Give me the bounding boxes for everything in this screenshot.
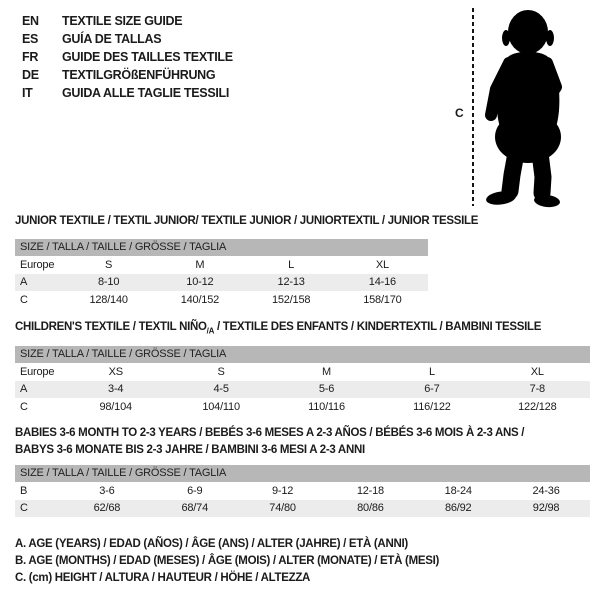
height-cell: 158/170 — [363, 293, 402, 306]
size-header-bar: SIZE / TALLA / TAILLE / GRÖSSE / TAGLIA — [15, 239, 428, 256]
children-size-table — [15, 346, 590, 416]
size-header-bar: SIZE / TALLA / TAILLE / GRÖSSE / TAGLIA — [15, 465, 590, 482]
height-cell: 116/122 — [413, 400, 451, 413]
table-row-europe — [15, 363, 590, 381]
row-label: A — [20, 276, 28, 289]
junior-table-title: JUNIOR TEXTILE / TEXTIL JUNIOR/ TEXTILE JUNIOR / JUNIORTEXTIL / JUNIOR TESSILE — [15, 215, 479, 227]
height-cell: 122/128 — [518, 400, 557, 413]
row-label: B — [20, 484, 28, 497]
babies-title-line2: BABYS 3-6 MONATE BIS 2-3 JAHRE / BAMBINI 3-6 MESI A 2-3 ANNI — [15, 443, 365, 456]
size-header-bar: SIZE / TALLA / TAILLE / GRÖSSE / TAGLIA — [15, 346, 590, 363]
note-age-months: B. AGE (MONTHS) / EDAD (MESES) / ÂGE (MOIS) / ALTER (MONATE) / ETÀ (MESI) — [15, 555, 440, 568]
size-cell: L — [428, 365, 435, 378]
language-row-fr — [22, 48, 233, 66]
age-cell: 5-6 — [318, 383, 335, 396]
row-label: C — [20, 293, 28, 306]
age-cell: 8-10 — [98, 276, 120, 289]
height-cell: 104/110 — [202, 400, 240, 413]
height-cell: 140/152 — [180, 293, 220, 306]
children-title-prefix: CHILDREN'S TEXTILE / TEXTIL NIÑO — [15, 321, 207, 333]
children-title-subscript: /A — [206, 326, 215, 336]
age-cell: 7-8 — [529, 383, 545, 396]
height-cell: 98/104 — [99, 400, 132, 413]
height-dashed-line — [472, 8, 474, 206]
height-cell: 92/98 — [532, 502, 560, 515]
children-title-suffix: / TEXTILE DES ENFANTS / KINDERTEXTIL / BAMBINI TESSILE — [214, 321, 542, 333]
height-cell: 110/116 — [308, 400, 345, 413]
row-label: Europe — [20, 365, 55, 378]
age-cell: 4-5 — [213, 383, 229, 396]
language-title-list — [22, 12, 233, 102]
age-cell: 12-13 — [277, 276, 305, 289]
language-title: TEXTILE SIZE GUIDE — [62, 14, 183, 28]
language-row-de — [22, 66, 233, 84]
note-age-years: A. AGE (YEARS) / EDAD (AÑOS) / ÂGE (ANS) / ALTER (JAHRE) / ETÀ (ANNI) — [15, 538, 408, 550]
age-cell: 6-9 — [187, 484, 203, 497]
row-label: A — [20, 383, 28, 396]
babies-size-table — [15, 465, 590, 517]
age-cell: 3-4 — [108, 383, 124, 396]
table-row-age — [15, 274, 428, 292]
language-row-it — [22, 84, 233, 102]
children-table-title — [15, 321, 541, 335]
size-cell: S — [217, 365, 225, 378]
table-row-age-months — [15, 482, 590, 500]
size-cell: XL — [375, 258, 389, 271]
language-code: EN — [22, 14, 39, 28]
age-cell: 6-7 — [424, 383, 440, 396]
language-code: ES — [22, 32, 39, 46]
row-label: C — [20, 502, 28, 515]
babies-table-title — [15, 425, 590, 458]
junior-size-table — [15, 239, 428, 309]
height-cell: 152/158 — [271, 293, 311, 306]
size-cell: M — [195, 258, 205, 271]
height-cell: 68/74 — [181, 502, 208, 515]
height-cell: 86/92 — [444, 502, 472, 515]
age-cell: 3-6 — [99, 484, 115, 497]
language-code: IT — [22, 86, 33, 100]
height-cell: 128/140 — [89, 293, 128, 306]
table-row-height — [15, 398, 590, 416]
legend-notes — [15, 536, 439, 588]
age-cell: 9-12 — [271, 484, 294, 497]
language-title: GUÍA DE TALLAS — [62, 32, 162, 46]
table-row-height — [15, 291, 428, 309]
language-row-es — [22, 30, 233, 48]
row-label: C — [20, 400, 28, 413]
age-cell: 12-18 — [356, 484, 384, 497]
height-cell: 62/68 — [93, 502, 121, 515]
size-cell: L — [288, 258, 295, 271]
language-title: GUIDE DES TAILLES TEXTILE — [62, 50, 233, 64]
row-label: Europe — [20, 258, 55, 271]
baby-silhouette-icon — [479, 5, 581, 208]
size-cell: M — [322, 365, 331, 378]
table-row-age — [15, 381, 590, 399]
size-cell: XL — [530, 365, 544, 378]
age-cell: 14-16 — [368, 276, 396, 289]
age-cell: 10-12 — [186, 276, 214, 289]
table-row-height — [15, 500, 590, 518]
language-code: DE — [22, 68, 39, 82]
language-code: FR — [22, 50, 39, 64]
table-row-europe — [15, 256, 428, 274]
height-cell: 74/80 — [269, 502, 296, 515]
height-c-label: C — [455, 106, 464, 120]
age-cell: 18-24 — [444, 484, 472, 497]
size-cell: S — [105, 258, 113, 271]
language-title: TEXTILGRÖßENFÜHRUNG — [62, 68, 216, 82]
language-title: GUIDA ALLE TAGLIE TESSILI — [62, 86, 230, 100]
age-cell: 24-36 — [532, 484, 560, 497]
height-cell: 80/86 — [357, 502, 384, 515]
size-cell: XS — [108, 365, 123, 378]
babies-title-line1: BABIES 3-6 MONTH TO 2-3 YEARS / BEBÉS 3-6 MESES A 2-3 AÑOS / BÉBÉS 3-6 MOIS À 2-3 ANS / — [15, 427, 525, 439]
note-height-cm: C. (cm) HEIGHT / ALTURA / HAUTEUR / HÖHE / ALTEZZA — [15, 572, 311, 585]
language-row-en — [22, 12, 233, 30]
